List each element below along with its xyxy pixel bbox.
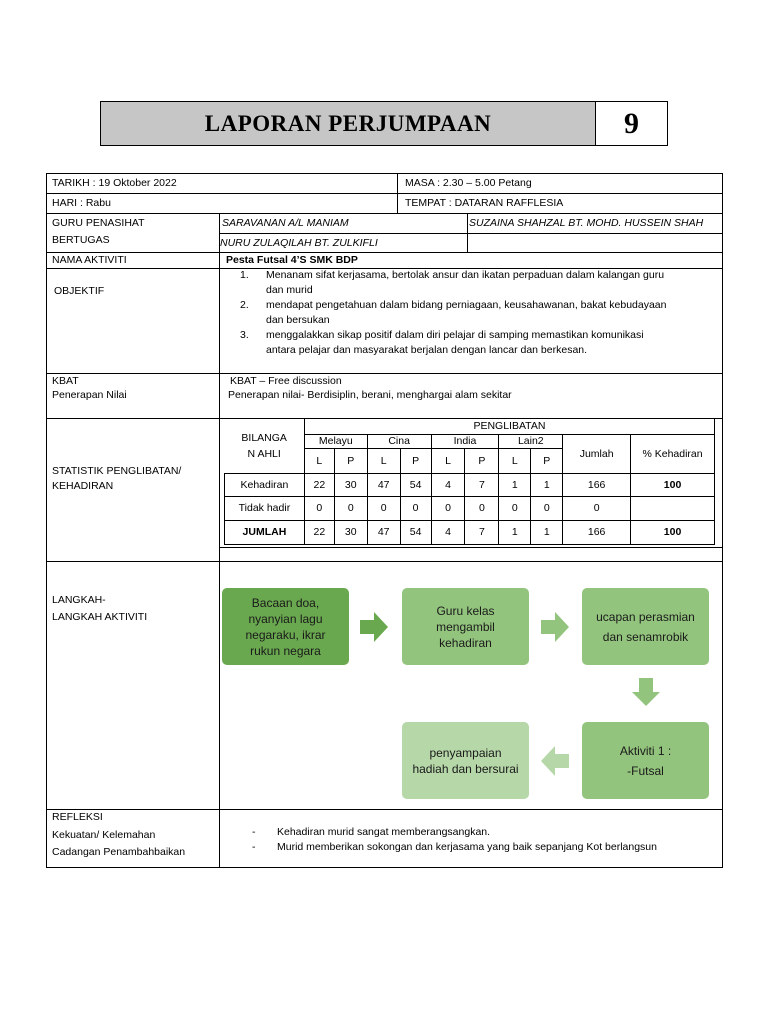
- jumlah-header: Jumlah: [563, 434, 631, 473]
- refleksi-label: REFLEKSI: [52, 811, 103, 823]
- step-2-box: Guru kelas mengambil kehadiran: [402, 588, 529, 665]
- report-header: [100, 101, 668, 146]
- step-4-box: Aktiviti 1 : -Futsal: [582, 722, 709, 799]
- arrow-left-icon: [541, 746, 569, 776]
- bullet-dash: -: [252, 826, 256, 838]
- step-5-box: penyampaian hadiah dan bersurai: [402, 722, 529, 799]
- statistik-table: [224, 419, 715, 545]
- langkah-label-1: LANGKAH-: [52, 594, 106, 606]
- penerapan-nilai-label: Penerapan Nilai: [52, 389, 127, 401]
- statistik-label-2: KEHADIRAN: [52, 480, 114, 492]
- col-p: P: [465, 448, 499, 473]
- objektif-num: 1.: [240, 269, 249, 281]
- objektif-label: OBJEKTIF: [54, 285, 105, 297]
- tempat-text: TEMPAT : DATARAN RAFFLESIA: [405, 197, 564, 209]
- arrow-right-icon: [541, 612, 569, 642]
- col-l: L: [304, 448, 334, 473]
- nama-aktiviti-label: NAMA AKTIVITI: [52, 254, 127, 266]
- guru-3: NURU ZULAQILAH BT. ZULKIFLI: [220, 237, 378, 249]
- step-3-box: ucapan perasmian dan senamrobik: [582, 588, 709, 665]
- objektif-num: 2.: [240, 299, 249, 311]
- col-l: L: [431, 448, 465, 473]
- bullet-dash: -: [252, 841, 256, 853]
- kekuatan-label: Kekuatan/ Kelemahan: [52, 829, 156, 841]
- table-row: JUMLAH 22 30 47 54 4 7 1 1 166 100: [225, 520, 715, 544]
- guru-1: SARAVANAN A/L MANIAM: [222, 217, 349, 229]
- refleksi-item-2: Murid memberikan sokongan dan kerjasama yang baik sepanjang Kot berlangsun: [277, 841, 657, 853]
- group-india: India: [431, 434, 499, 448]
- guru-label-1: GURU PENASIHAT: [52, 217, 145, 229]
- kbat-label: KBAT: [52, 375, 79, 387]
- statistik-label-1: STATISTIK PENGLIBATAN/: [52, 465, 182, 477]
- table-row: Kehadiran 22 30 47 54 4 7 1 1 166 100: [225, 473, 715, 496]
- bilangan-header: BILANGA N AHLI: [225, 419, 305, 473]
- report-title: LAPORAN PERJUMPAAN: [101, 102, 596, 145]
- group-cina: Cina: [367, 434, 431, 448]
- col-p: P: [334, 448, 367, 473]
- masa-text: MASA : 2.30 – 5.00 Petang: [405, 177, 532, 189]
- objektif-num: 3.: [240, 329, 249, 341]
- guru-label-2: BERTUGAS: [52, 234, 110, 246]
- nama-aktiviti: Pesta Futsal 4’S SMK BDP: [226, 254, 358, 266]
- penglibatan-header: PENGLIBATAN: [304, 419, 714, 434]
- kbat-value: KBAT – Free discussion: [230, 375, 342, 387]
- group-melayu: Melayu: [304, 434, 367, 448]
- penerapan-nilai-value: Penerapan nilai- Berdisiplin, berani, menghargai alam sekitar: [228, 389, 512, 401]
- refleksi-item-1: Kehadiran murid sangat memberangsangkan.: [277, 826, 491, 838]
- cadangan-label: Cadangan Penambahbaikan: [52, 846, 186, 858]
- arrow-right-icon: [360, 612, 388, 642]
- arrow-down-icon: [632, 678, 660, 706]
- langkah-label-2: LANGKAH AKTIVITI: [52, 611, 148, 623]
- hari-text: HARI : Rabu: [52, 197, 111, 209]
- col-l: L: [499, 448, 531, 473]
- col-l: L: [367, 448, 400, 473]
- kehadiran-pct-header: % Kehadiran: [631, 434, 715, 473]
- guru-2: SUZAINA SHAHZAL BT. MOHD. HUSSEIN SHAH: [469, 217, 704, 229]
- step-1-box: Bacaan doa, nyanyian lagu negaraku, ikrar rukun negara: [222, 588, 349, 665]
- report-number: 9: [624, 106, 639, 140]
- tarikh-text: TARIKH : 19 Oktober 2022: [52, 177, 177, 189]
- group-lain2: Lain2: [499, 434, 563, 448]
- col-p: P: [400, 448, 431, 473]
- table-row: Tidak hadir 0 0 0 0 0 0 0 0 0: [225, 496, 715, 520]
- col-p: P: [531, 448, 563, 473]
